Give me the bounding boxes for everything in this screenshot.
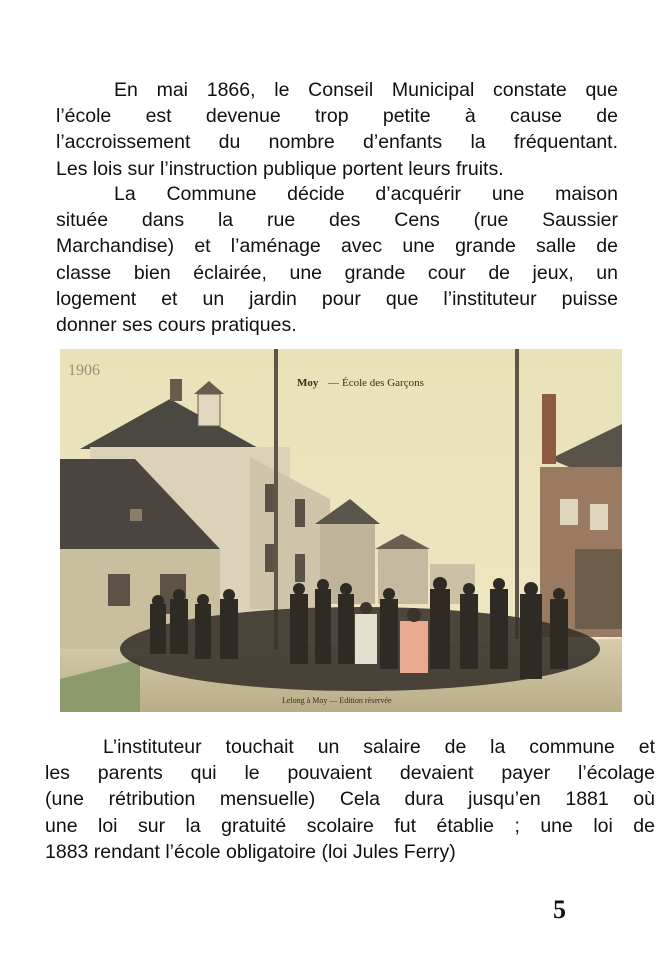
text-line: En mai 1866, le Conseil Municipal constate que <box>114 79 618 101</box>
page-number: 5 <box>553 895 566 924</box>
text-line: La Commune décide d’acquérir une maison <box>114 183 618 205</box>
paragraph-1 <box>56 77 618 182</box>
text-line: Marchandise) et l’aménage avec une grande salle de <box>56 235 618 258</box>
caption-title: École des Garçons <box>342 377 424 389</box>
caption-place: Moy <box>297 377 319 389</box>
text-line: l’école est devenue trop petite à cause de <box>56 105 618 128</box>
text-line: logement et un jardin pour que l’instituteur puisse <box>56 287 618 310</box>
paragraph-3 <box>45 734 655 865</box>
paragraph-2 <box>56 181 618 338</box>
telegraph-pole <box>274 349 278 649</box>
postcard-illustration <box>60 349 622 712</box>
text-line: l’accroissement du nombre d’enfants la fréquentant. <box>56 131 618 154</box>
text-line: une loi sur la gratuité scolaire fut établie ; une loi de <box>45 814 655 837</box>
caption-dash: — <box>328 377 339 389</box>
text-line: les parents qui le pouvaient devaient payer l’écolage <box>45 762 655 785</box>
text-line: Les lois sur l’instruction publique portent leurs fruits. <box>56 157 504 180</box>
publisher-caption: Lelong à Moy — Edition réservée <box>282 696 392 705</box>
text-line: L’instituteur touchait un salaire de la commune et <box>103 736 655 758</box>
telegraph-pole <box>515 349 519 639</box>
text-line: 1883 rendant l’école obligatoire (loi Jules Ferry) <box>45 840 456 863</box>
year-stamp: 1906 <box>68 362 100 379</box>
text-line: (une rétribution mensuelle) Cela dura jusqu’en 1881 où <box>45 788 655 811</box>
text-line: située dans la rue des Cens (rue Saussier <box>56 209 618 232</box>
text-line: donner ses cours pratiques. <box>56 314 297 337</box>
text-line: classe bien éclairée, une grande cour de jeux, un <box>56 261 618 284</box>
postcard-photo <box>60 349 622 712</box>
